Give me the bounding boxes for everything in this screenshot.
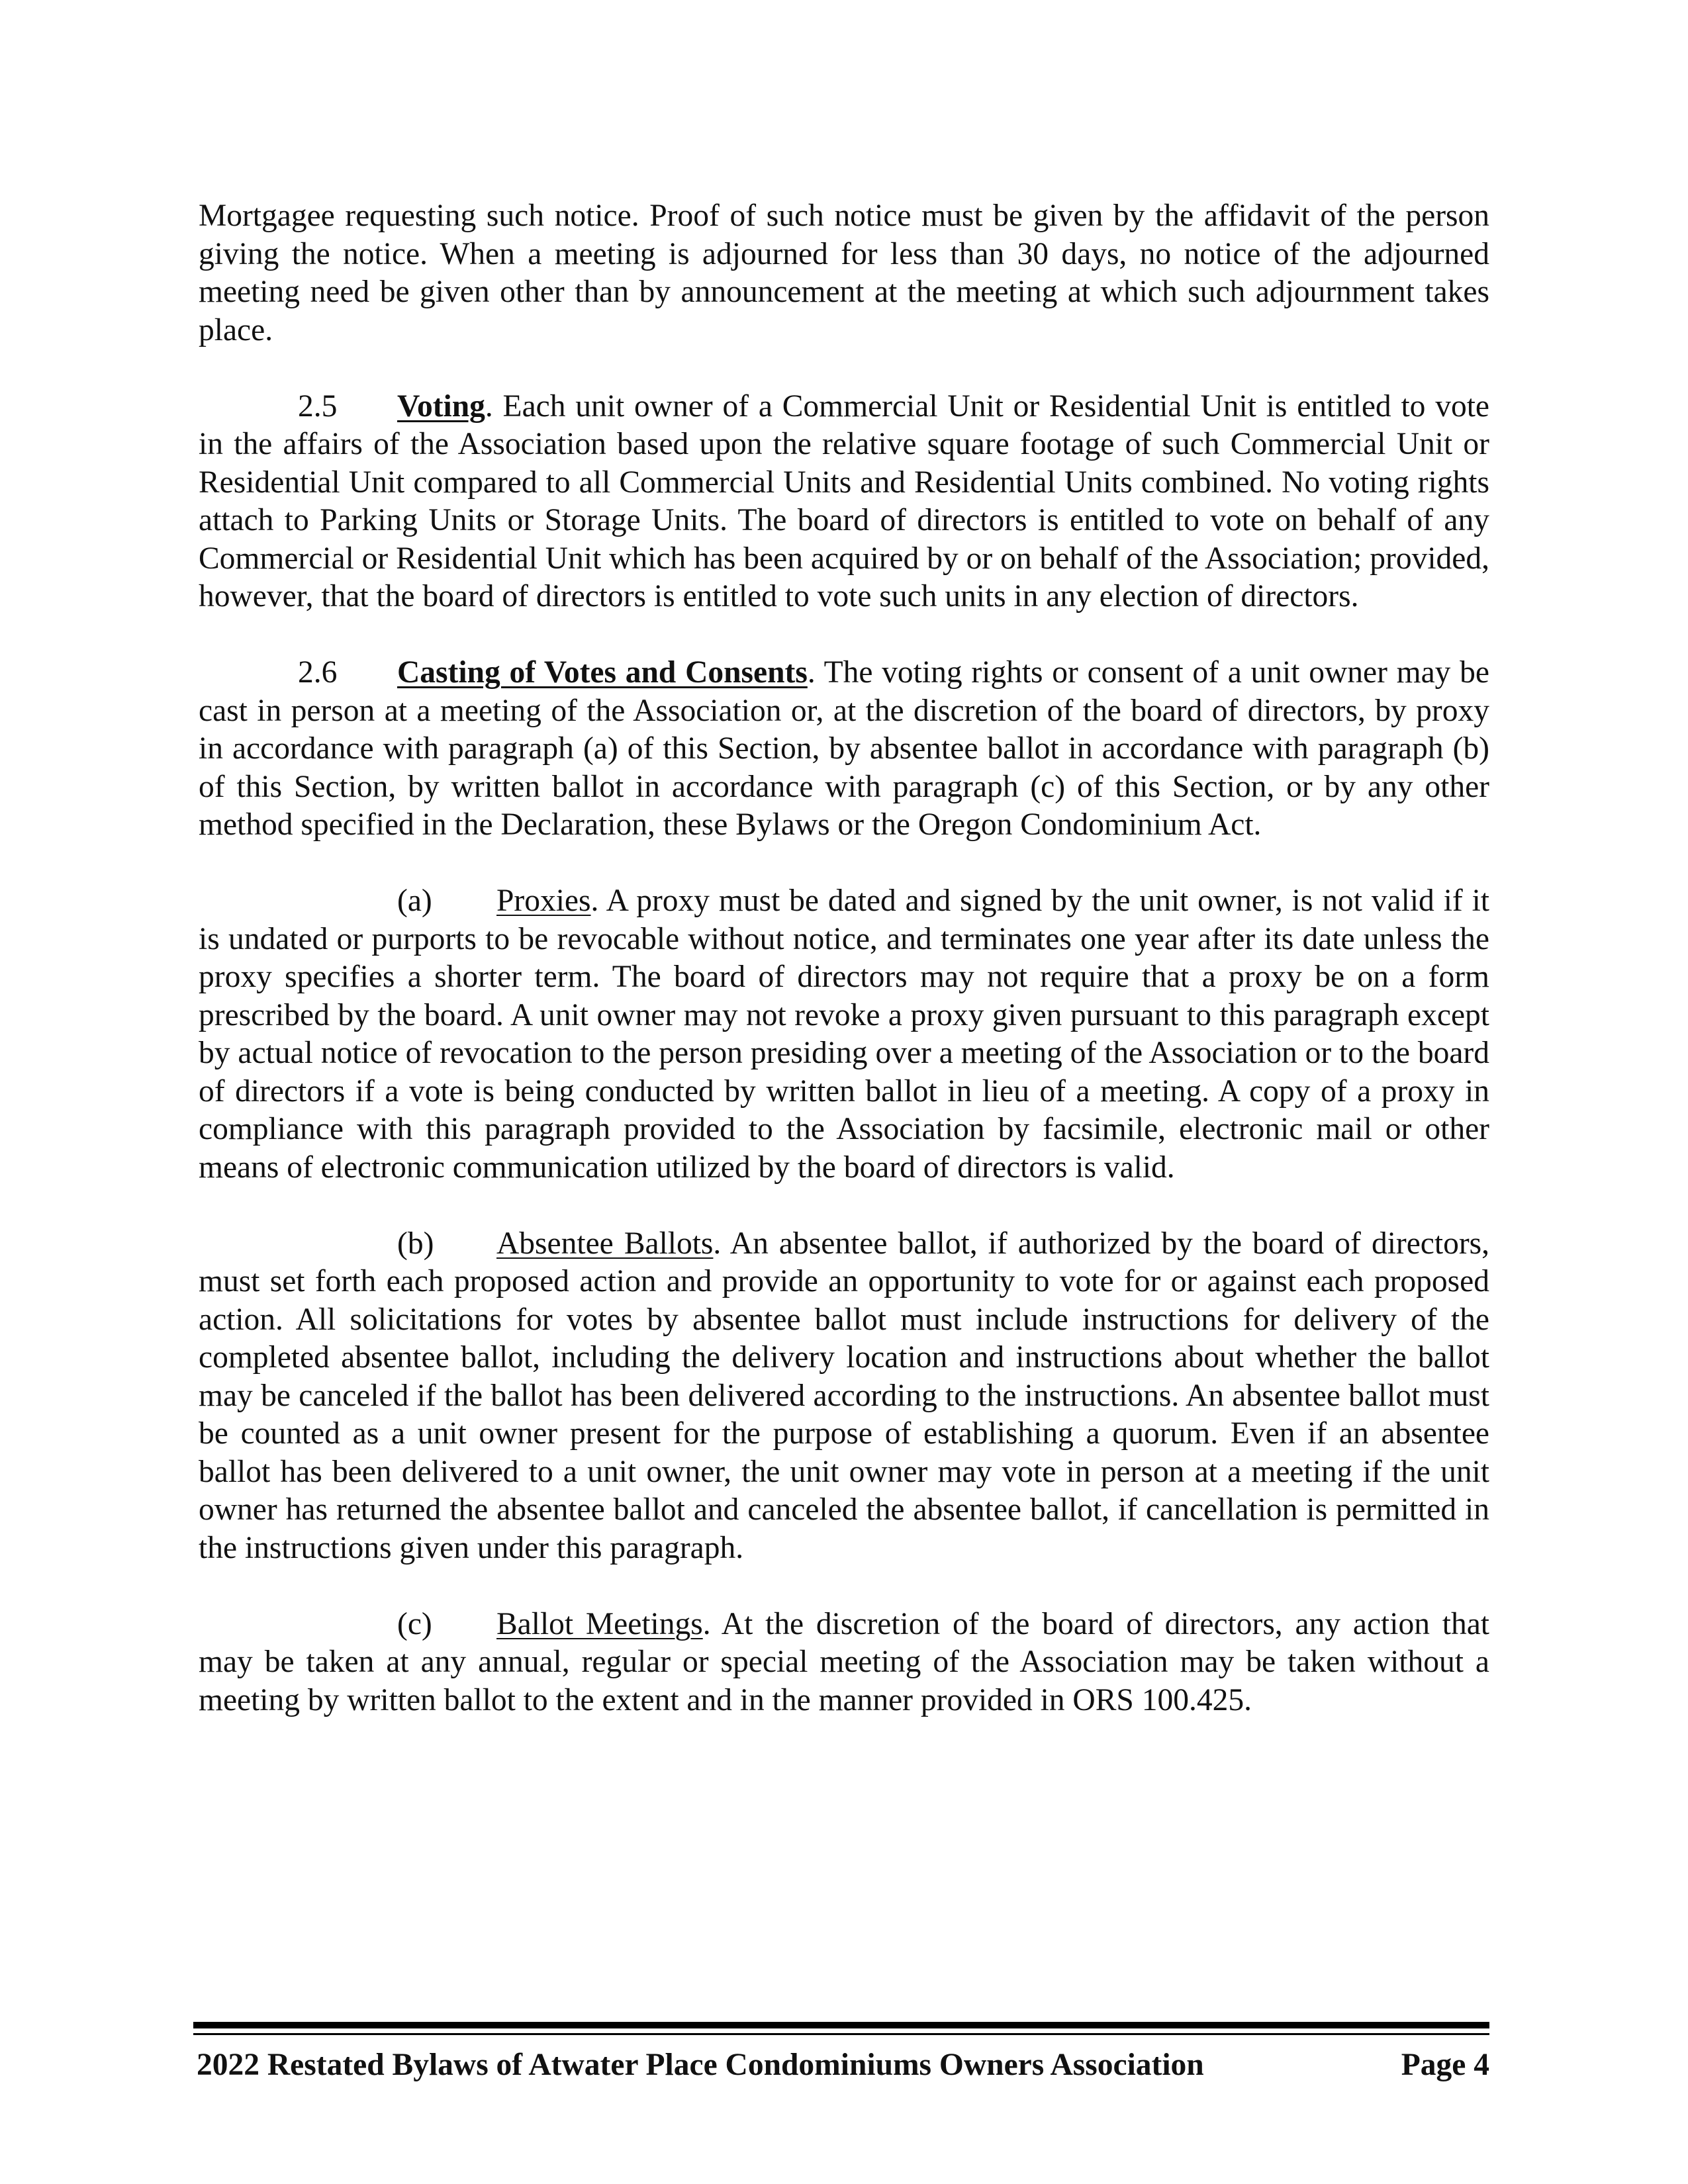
subsection-body: . An absentee ballot, if authorized by the board of directors, must set forth each proposed action and provide an opportunity to vote for or against each proposed action. All solicitations for votes by absentee ballot must include instructions for delivery of the completed absentee ballot, including the delivery location and instructions about whether the ballot may be canceled if the ballot has been delivered according to the instructions. An absentee ballot must be counted as a unit owner present for the purpose of establishing a quorum. Even if an absentee ballot has been delivered to a unit owner, the unit owner may vote in person at a meeting if the unit owner has returned the absentee ballot and canceled the absentee ballot, if cancellation is permitted in the instructions given under this paragraph. (199, 1226, 1489, 1565)
section-2-5 (199, 388, 1489, 616)
footer-rule-thick (193, 2022, 1489, 2028)
footer-rule-thin (193, 2033, 1489, 2035)
continuation-paragraph: Mortgagee requesting such notice. Proof of such notice must be given by the affidavit of the person giving the notice. When a meeting is adjourned for less than 30 days, no notice of the adjourned meeting need be given other than by announcement at the meeting at which such adjournment takes place. (199, 199, 1489, 347)
subsection-label: (c) (397, 1606, 432, 1641)
subsection-heading: Ballot Meetings (496, 1606, 703, 1641)
subsection-heading: Absentee Ballots (496, 1226, 714, 1261)
subsection-label: (b) (397, 1226, 434, 1261)
page-number: Page 4 (1401, 2048, 1489, 2082)
subsection-label: (a) (397, 884, 432, 918)
section-number: 2.6 (298, 655, 338, 690)
section-number: 2.5 (298, 388, 338, 424)
document-body (199, 197, 1489, 1758)
subsection-body: . A proxy must be dated and signed by the unit owner, is not valid if it is undated or purports to be revocable without notice, and terminates one year after its date unless the proxy specifies a shorter term. The board of directors may not require that a proxy be on a form prescribed by the board. A unit owner may not revoke a proxy given pursuant to this paragraph except by actual notice of revocation to the person presiding over a meeting of the Association or to the board of directors if a vote is being conducted by written ballot in lieu of a meeting. A copy of a proxy in compliance with this paragraph provided to the Association by facsimile, electronic mail or other means of electronic communication utilized by the board of directors is valid. (199, 884, 1489, 1185)
subsection-heading: Proxies (496, 884, 591, 918)
subsection-c-ballot-meetings (199, 1606, 1489, 1720)
subsection-b-absentee-ballots (199, 1225, 1489, 1568)
section-2-6 (199, 654, 1489, 844)
section-body: . The voting rights or consent of a unit owner may be cast in person at a meeting of the Association or, at the discretion of the board of directors, by proxy in accordance with paragraph (a) of this Section, by absentee ballot in accordance with paragraph (b) of this Section, by written ballot in accordance with paragraph (c) of this Section, or by any other method specified in the Declaration, these Bylaws or the Oregon Condominium Act. (199, 655, 1489, 842)
subsection-a-proxies (199, 882, 1489, 1187)
section-body: . Each unit owner of a Commercial Unit or Residential Unit is entitled to vote in the affairs of the Association based upon the relative square footage of such Commercial Unit or Residential Unit compared to all Commercial Units and Residential Units combined. No voting rights attach to Parking Units or Storage Units. The board of directors is entitled to vote on behalf of any Commercial or Residential Unit which has been acquired by or on behalf of the Association; provided, however, that the board of directors is entitled to vote such units in any election of directors. (199, 388, 1489, 614)
footer-title: 2022 Restated Bylaws of Atwater Place Condominiums Owners Association (197, 2048, 1204, 2082)
page-footer (193, 2045, 1489, 2091)
subsection-body: . At the discretion of the board of directors, any action that may be taken at any annual, regular or special meeting of the Association may be taken without a meeting by written ballot to the extent and in the manner provided in ORS 100.425. (199, 1606, 1489, 1717)
section-heading: Casting of Votes and Consents (397, 655, 808, 690)
section-heading: Voting (397, 388, 485, 424)
